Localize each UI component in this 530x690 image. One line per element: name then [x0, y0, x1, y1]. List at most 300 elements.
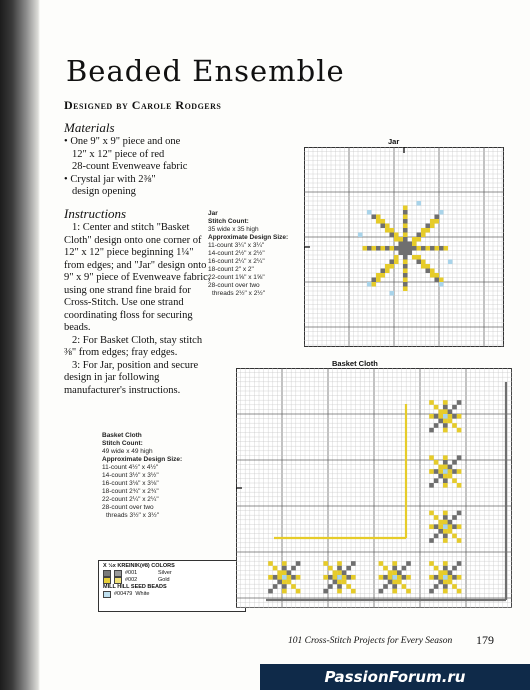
stitch [390, 260, 395, 265]
stitch [403, 206, 408, 211]
stitch [448, 260, 453, 265]
size-row: 14-count 2½" x 2½" [208, 250, 265, 257]
stitch-count: 49 wide x 49 high [102, 448, 153, 455]
size-row: 16-count 2¼" x 2¼" [208, 258, 265, 265]
stitch [434, 478, 439, 483]
stitch [328, 566, 333, 571]
stitch [403, 282, 408, 287]
stitch [403, 255, 408, 260]
stitch [388, 575, 393, 580]
stitch [403, 215, 408, 220]
stitch-count-label: Stitch Count: [102, 440, 143, 447]
materials-heading: Materials [64, 120, 115, 135]
stitch [363, 246, 368, 251]
stitch [452, 460, 457, 465]
stitch [421, 228, 426, 233]
stitch [438, 520, 443, 525]
stitch [296, 589, 301, 594]
stitch [434, 584, 439, 589]
stitch [403, 224, 408, 229]
stitch [367, 210, 372, 215]
stitch [443, 520, 448, 525]
stitch [383, 584, 388, 589]
stitch [412, 237, 417, 242]
stitch [430, 224, 435, 229]
legend-row [103, 570, 241, 577]
stitch [376, 278, 381, 283]
stitch [403, 269, 408, 274]
stitch [448, 469, 453, 474]
instruction-paragraph: 3: For Jar, position and secure design in jar following manufacturer's instructions. [64, 359, 199, 396]
book-binding [0, 0, 40, 690]
stitch [392, 580, 397, 585]
stitch [399, 251, 404, 256]
stitch [429, 455, 434, 460]
stitch [390, 291, 395, 296]
stitch [287, 580, 292, 585]
stitch [443, 460, 448, 465]
stitch [381, 269, 386, 274]
stitch [438, 469, 443, 474]
stitch [287, 570, 292, 575]
size-row: 28-count over two [102, 504, 154, 511]
stitch [282, 566, 287, 571]
stitch [435, 215, 440, 220]
stitch [328, 575, 333, 580]
stitch [417, 246, 422, 251]
stitch [388, 580, 393, 585]
stitch [443, 566, 448, 571]
stitch [385, 264, 390, 269]
stitch [438, 570, 443, 575]
stitch [296, 561, 301, 566]
stitch [323, 561, 328, 566]
stitch [282, 561, 287, 566]
size-row: 11-count 4½" x 4½" [102, 464, 159, 471]
stitch [452, 524, 457, 529]
gold-swatch-icon [103, 577, 111, 584]
size-row: 14-count 3½" x 3½" [102, 472, 159, 479]
stitch [457, 483, 462, 488]
stitch [273, 584, 278, 589]
stitch [403, 251, 408, 256]
stitch [403, 287, 408, 292]
stitch [342, 570, 347, 575]
stitch [434, 405, 439, 410]
size-row: 18-count 2" x 2" [208, 266, 254, 273]
stitch [333, 580, 338, 585]
stitch [430, 269, 435, 274]
stitch [394, 233, 399, 238]
stitch [394, 237, 399, 242]
stitch-count: 35 wide x 35 high [208, 226, 259, 233]
materials-list [64, 136, 187, 199]
stitch [337, 575, 342, 580]
stitch [376, 273, 381, 278]
legend-color-name: Gold [158, 577, 170, 583]
list-item: 28-count Evenweave fabric [72, 161, 188, 172]
stitch [429, 538, 434, 543]
stitch [346, 584, 351, 589]
stitch [439, 210, 444, 215]
legend-header: X ½x KREINIK(#8) COLORS [103, 563, 175, 569]
gold-half-swatch-icon [114, 577, 122, 584]
stitch [443, 538, 448, 543]
stitch [291, 566, 296, 571]
stitch [277, 580, 282, 585]
stitch [426, 269, 431, 274]
stitch [443, 414, 448, 419]
stitch [452, 478, 457, 483]
legend-code: #00479 [114, 591, 133, 597]
stitch [397, 575, 402, 580]
stitch [435, 246, 440, 251]
stitch [457, 561, 462, 566]
stitch [333, 575, 338, 580]
stitch [337, 580, 342, 585]
stitch [448, 474, 453, 479]
stitch [434, 566, 439, 571]
stitch [443, 478, 448, 483]
stitch [443, 515, 448, 520]
stitch-count-label: Stitch Count: [208, 218, 249, 225]
stitch [448, 580, 453, 585]
cloth-info [102, 432, 202, 520]
stitch [426, 246, 431, 251]
stitch [443, 419, 448, 424]
list-item: • Crystal jar with 2⅜" [64, 173, 156, 185]
stitch [452, 584, 457, 589]
legend-code: #002 [125, 577, 138, 583]
stitch [426, 264, 431, 269]
instruction-paragraph: 1: Center and stitch "Basket Cloth" design onto one corner of 12" x 12" piece beginning 1¼" from edges; and "Jar" design onto 9" x 9" piece of Evenweave fabric, using one strand fine braid for Cross-Stitch. Use one strand coordinating floss for securing beads. [64, 222, 211, 333]
stitch [383, 575, 388, 580]
stitch [346, 575, 351, 580]
stitch [448, 520, 453, 525]
stitch [287, 575, 292, 580]
cloth-chart-title: Basket Cloth [332, 359, 378, 368]
silver-half-swatch-icon [114, 570, 122, 577]
stitch [452, 469, 457, 474]
stitch [397, 580, 402, 585]
stitch [434, 460, 439, 465]
stitch [403, 242, 408, 247]
stitch [406, 575, 411, 580]
stitch [443, 529, 448, 534]
stitch [452, 423, 457, 428]
stitch [403, 228, 408, 233]
stitch [403, 233, 408, 238]
stitch [429, 483, 434, 488]
list-item: 12" x 12" piece of red [72, 148, 165, 160]
stitch [443, 570, 448, 575]
stitch [457, 414, 462, 419]
stitch [429, 561, 434, 566]
stitch [430, 273, 435, 278]
stitch [452, 566, 457, 571]
stitch [443, 589, 448, 594]
stitch [438, 419, 443, 424]
size-label: Approximate Design Size: [208, 234, 289, 241]
stitch [443, 511, 448, 516]
stitch [399, 242, 404, 247]
stitch [457, 575, 462, 580]
stitch [277, 570, 282, 575]
stitch [443, 534, 448, 539]
stitch [408, 242, 413, 247]
stitch [328, 584, 333, 589]
stitch [268, 561, 273, 566]
stitch [434, 469, 439, 474]
stitch [379, 561, 384, 566]
stitch [443, 409, 448, 414]
byline: Designed by Carole Rodgers [64, 98, 222, 112]
stitch [448, 570, 453, 575]
stitch [402, 575, 407, 580]
stitch [337, 589, 342, 594]
stitch [376, 246, 381, 251]
jar-info [208, 210, 298, 298]
stitch [452, 515, 457, 520]
instruction-paragraph: 2: For Basket Cloth, stay stitch ⅜" from edges; fray edges. [64, 334, 203, 358]
stitch [351, 589, 356, 594]
stitch [444, 246, 449, 251]
jar-stitch-chart [304, 147, 504, 347]
stitch [381, 219, 386, 224]
stitch [372, 278, 377, 283]
stitch [390, 228, 395, 233]
size-row: 28-count over two [208, 282, 260, 289]
legend-row [103, 591, 241, 598]
stitch [417, 233, 422, 238]
stitch [438, 529, 443, 534]
stitch [399, 246, 404, 251]
stitch [372, 215, 377, 220]
stitch [385, 246, 390, 251]
size-row: 22-count 1⅝" x 1⅝" [208, 274, 265, 281]
stitch [381, 246, 386, 251]
stitch [429, 400, 434, 405]
stitch [403, 210, 408, 215]
stitch [421, 233, 426, 238]
stitch [443, 561, 448, 566]
stitch [403, 219, 408, 224]
stitch [372, 246, 377, 251]
stitch [406, 589, 411, 594]
stitch [448, 414, 453, 419]
size-row: 11-count 3¼" x 3¼" [208, 242, 265, 249]
stitch [443, 428, 448, 433]
stitch [394, 246, 399, 251]
stitch [342, 575, 347, 580]
stitch [392, 575, 397, 580]
size-row: threads 2½" x 2½" [212, 290, 266, 297]
stitch [439, 282, 444, 287]
size-row: 22-count 2¼" x 2¼" [102, 496, 159, 503]
stitch [296, 575, 301, 580]
stitch [448, 419, 453, 424]
stitch [439, 246, 444, 251]
stitch [346, 566, 351, 571]
jar-info-name: Jar [208, 210, 218, 217]
stitch [351, 575, 356, 580]
stitch [429, 414, 434, 419]
stitch [367, 282, 372, 287]
stitch [421, 264, 426, 269]
stitch [390, 246, 395, 251]
stitch [438, 580, 443, 585]
stitch [388, 570, 393, 575]
stitch [438, 575, 443, 580]
stitch [429, 511, 434, 516]
stitch [376, 215, 381, 220]
stitch [402, 566, 407, 571]
stitch [443, 580, 448, 585]
stitch [443, 524, 448, 529]
stitch [367, 246, 372, 251]
size-row: 16-count 3⅛" x 3⅛" [102, 480, 159, 487]
stitch [434, 515, 439, 520]
stitch [448, 575, 453, 580]
stitch [443, 455, 448, 460]
stitch [438, 409, 443, 414]
stitch [282, 589, 287, 594]
stitch [452, 405, 457, 410]
stitch [381, 224, 386, 229]
stitch [390, 264, 395, 269]
stitch [412, 255, 417, 260]
size-label: Approximate Design Size: [102, 456, 183, 463]
stitch [403, 246, 408, 251]
stitch [392, 589, 397, 594]
stitch [385, 224, 390, 229]
jar-chart-title: Jar [388, 137, 400, 146]
stitch [443, 405, 448, 410]
stitch [291, 584, 296, 589]
stitch [421, 246, 426, 251]
stitch [457, 400, 462, 405]
stitch [408, 246, 413, 251]
stitch [282, 570, 287, 575]
stitch [337, 561, 342, 566]
stitch [333, 570, 338, 575]
stitch [358, 233, 363, 238]
stitch [385, 228, 390, 233]
stitch [390, 233, 395, 238]
stitch [443, 575, 448, 580]
stitch [457, 511, 462, 516]
stitch [457, 428, 462, 433]
size-row: threads 3½" x 3½" [106, 512, 160, 519]
stitch [434, 414, 439, 419]
stitch [426, 224, 431, 229]
size-row: 18-count 2¾" x 2¾" [102, 488, 159, 495]
stitch [277, 575, 282, 580]
stitch [379, 575, 384, 580]
stitch [429, 575, 434, 580]
stitch [448, 465, 453, 470]
stitch [448, 524, 453, 529]
stitch [438, 465, 443, 470]
stitch [443, 584, 448, 589]
stitch [434, 575, 439, 580]
stitch [417, 260, 422, 265]
stitch [392, 566, 397, 571]
list-item: design opening [72, 186, 136, 197]
stitch [434, 423, 439, 428]
stitch [443, 400, 448, 405]
stitch [397, 570, 402, 575]
stitch [457, 589, 462, 594]
page-title: Beaded Ensemble [66, 54, 345, 88]
stitch [417, 237, 422, 242]
stitch [379, 589, 384, 594]
stitch [430, 246, 435, 251]
stitch [323, 575, 328, 580]
stitch [383, 566, 388, 571]
stitch [457, 455, 462, 460]
stitch [438, 474, 443, 479]
legend-color-name: Silver [158, 570, 172, 576]
watermark: PassionForum.ru [260, 664, 530, 690]
stitch [323, 589, 328, 594]
page-number: 179 [476, 633, 494, 647]
stitch [448, 409, 453, 414]
stitch [268, 575, 273, 580]
stitch [392, 570, 397, 575]
stitch [443, 465, 448, 470]
silver-swatch-icon [103, 570, 111, 577]
stitch [282, 584, 287, 589]
stitch [426, 228, 431, 233]
stitch [417, 255, 422, 260]
stitch [403, 237, 408, 242]
stitch [273, 566, 278, 571]
stitch [282, 575, 287, 580]
stitch [421, 260, 426, 265]
stitch [452, 575, 457, 580]
instructions-body [64, 222, 212, 397]
legend-color-name: White [135, 591, 150, 597]
stitch [412, 242, 417, 247]
stitch [337, 570, 342, 575]
stitch [434, 534, 439, 539]
stitch [394, 255, 399, 260]
stitch [457, 524, 462, 529]
stitch [403, 264, 408, 269]
stitch [408, 251, 413, 256]
stitch [402, 584, 407, 589]
stitch [403, 273, 408, 278]
stitch [429, 469, 434, 474]
stitch [435, 219, 440, 224]
stitch [392, 584, 397, 589]
stitch [403, 260, 408, 265]
stitch [351, 561, 356, 566]
stitch [372, 282, 377, 287]
stitch [443, 423, 448, 428]
stitch [337, 566, 342, 571]
stitch [406, 561, 411, 566]
stitch [394, 260, 399, 265]
stitch [412, 246, 417, 251]
footer-text: 101 Cross-Stitch Projects for Every Season [288, 636, 453, 646]
stitch [452, 534, 457, 539]
stitch [385, 269, 390, 274]
stitch [438, 414, 443, 419]
stitch [457, 469, 462, 474]
stitch [443, 483, 448, 488]
